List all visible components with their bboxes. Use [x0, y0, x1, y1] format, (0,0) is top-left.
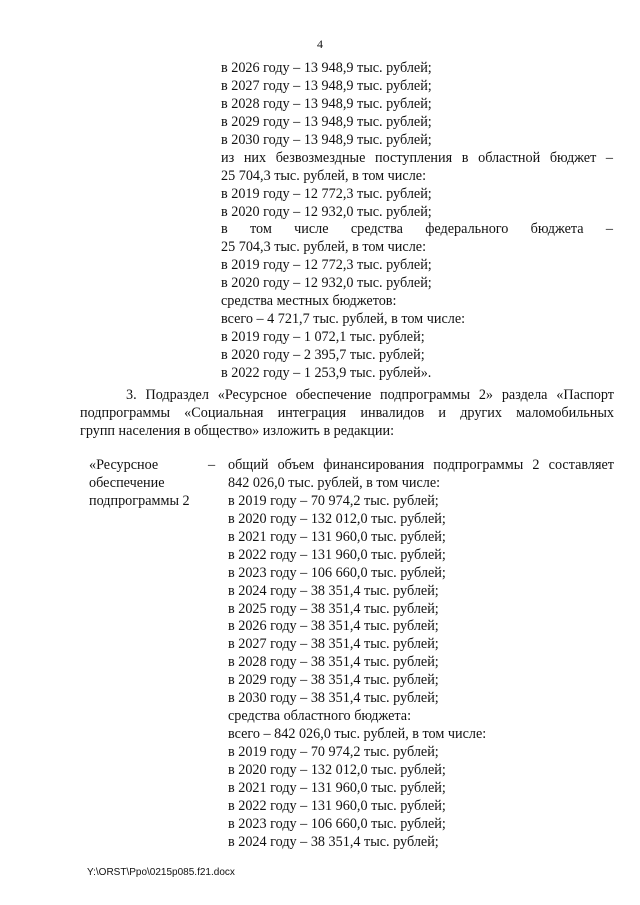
- label-line: обеспечение: [89, 474, 165, 491]
- label-line: подпрограммы 2: [89, 492, 190, 509]
- list-item: 25 704,3 тыс. рублей, в том числе:: [221, 239, 427, 256]
- list-item: в 2025 году – 38 351,4 тыс. рублей;: [228, 600, 439, 617]
- list-item: в 2020 году – 132 012,0 тыс. рублей;: [228, 761, 446, 778]
- list-item: в 2020 году – 12 932,0 тыс. рублей;: [221, 203, 432, 220]
- list-item: в 2030 году – 38 351,4 тыс. рублей;: [228, 690, 439, 707]
- list-item: в 2024 году – 38 351,4 тыс. рублей;: [228, 833, 439, 850]
- list-item: в 2021 году – 131 960,0 тыс. рублей;: [228, 528, 446, 545]
- list-item: в 2022 году – 131 960,0 тыс. рублей;: [228, 546, 446, 563]
- page-number: 4: [317, 37, 323, 51]
- resource-label: [89, 457, 201, 511]
- list-item: в 2021 году – 131 960,0 тыс. рублей;: [228, 779, 446, 796]
- list-item: в 2029 году – 38 351,4 тыс. рублей;: [228, 672, 439, 689]
- funding-list-continued: [221, 60, 613, 383]
- amendment-paragraph: [80, 387, 614, 441]
- list-item: в 2020 году – 132 012,0 тыс. рублей;: [228, 510, 446, 527]
- list-item: общий объем финансирования подпрограммы 2 составляет: [228, 457, 614, 473]
- list-item: в 2019 году – 70 974,2 тыс. рублей;: [228, 492, 439, 509]
- list-item: в 2020 году – 12 932,0 тыс. рублей;: [221, 275, 432, 292]
- list-item: в 2022 году – 131 960,0 тыс. рублей;: [228, 797, 446, 814]
- list-item: в 2024 году – 38 351,4 тыс. рублей;: [228, 582, 439, 599]
- list-item: 842 026,0 тыс. рублей, в том числе:: [228, 474, 441, 491]
- label-line: «Ресурсное: [89, 457, 159, 473]
- list-item: в 2028 году – 13 948,9 тыс. рублей;: [221, 95, 432, 112]
- list-item: всего – 842 026,0 тыс. рублей, в том числе:: [228, 726, 487, 743]
- list-item: в 2023 году – 106 660,0 тыс. рублей;: [228, 815, 446, 832]
- file-path-footer: Y:\ORST\Ppo\0215p085.f21.docx: [87, 867, 235, 878]
- list-item: всего – 4 721,7 тыс. рублей, в том числе:: [221, 311, 466, 328]
- list-item: в 2030 году – 13 948,9 тыс. рублей;: [221, 131, 432, 148]
- list-item: средства областного бюджета:: [228, 708, 412, 725]
- list-item: в 2029 году – 13 948,9 тыс. рублей;: [221, 113, 432, 130]
- list-item: в 2028 году – 38 351,4 тыс. рублей;: [228, 654, 439, 671]
- list-item: в 2019 году – 12 772,3 тыс. рублей;: [221, 257, 432, 274]
- list-item: из них безвозмездные поступления в областной бюджет –: [221, 149, 613, 166]
- list-item: в 2027 году – 38 351,4 тыс. рублей;: [228, 636, 439, 653]
- list-item: средства местных бюджетов:: [221, 293, 397, 310]
- list-item: в том числе средства федерального бюджета –: [221, 221, 613, 238]
- paragraph-line: групп населения в общество» изложить в редакции:: [80, 422, 395, 439]
- paragraph-line: подпрограммы «Социальная интеграция инвалидов и других маломобильных: [80, 404, 614, 421]
- separator-dash: –: [208, 457, 216, 473]
- list-item: 25 704,3 тыс. рублей, в том числе:: [221, 167, 427, 184]
- list-item: в 2020 году – 2 395,7 тыс. рублей;: [221, 347, 425, 363]
- paragraph-line: 3. Подраздел «Ресурсное обеспечение подпрограммы 2» раздела «Паспорт: [126, 387, 614, 403]
- list-item: в 2019 году – 12 772,3 тыс. рублей;: [221, 185, 432, 202]
- list-item: в 2026 году – 38 351,4 тыс. рублей;: [228, 618, 439, 635]
- list-item: в 2027 году – 13 948,9 тыс. рублей;: [221, 77, 432, 94]
- funding-list-subprogram-2: [228, 457, 614, 852]
- list-item: в 2023 году – 106 660,0 тыс. рублей;: [228, 564, 446, 581]
- list-item: в 2026 году – 13 948,9 тыс. рублей;: [221, 60, 432, 76]
- list-item: в 2022 году – 1 253,9 тыс. рублей».: [221, 364, 432, 381]
- list-item: в 2019 году – 1 072,1 тыс. рублей;: [221, 329, 425, 346]
- list-item: в 2019 году – 70 974,2 тыс. рублей;: [228, 744, 439, 760]
